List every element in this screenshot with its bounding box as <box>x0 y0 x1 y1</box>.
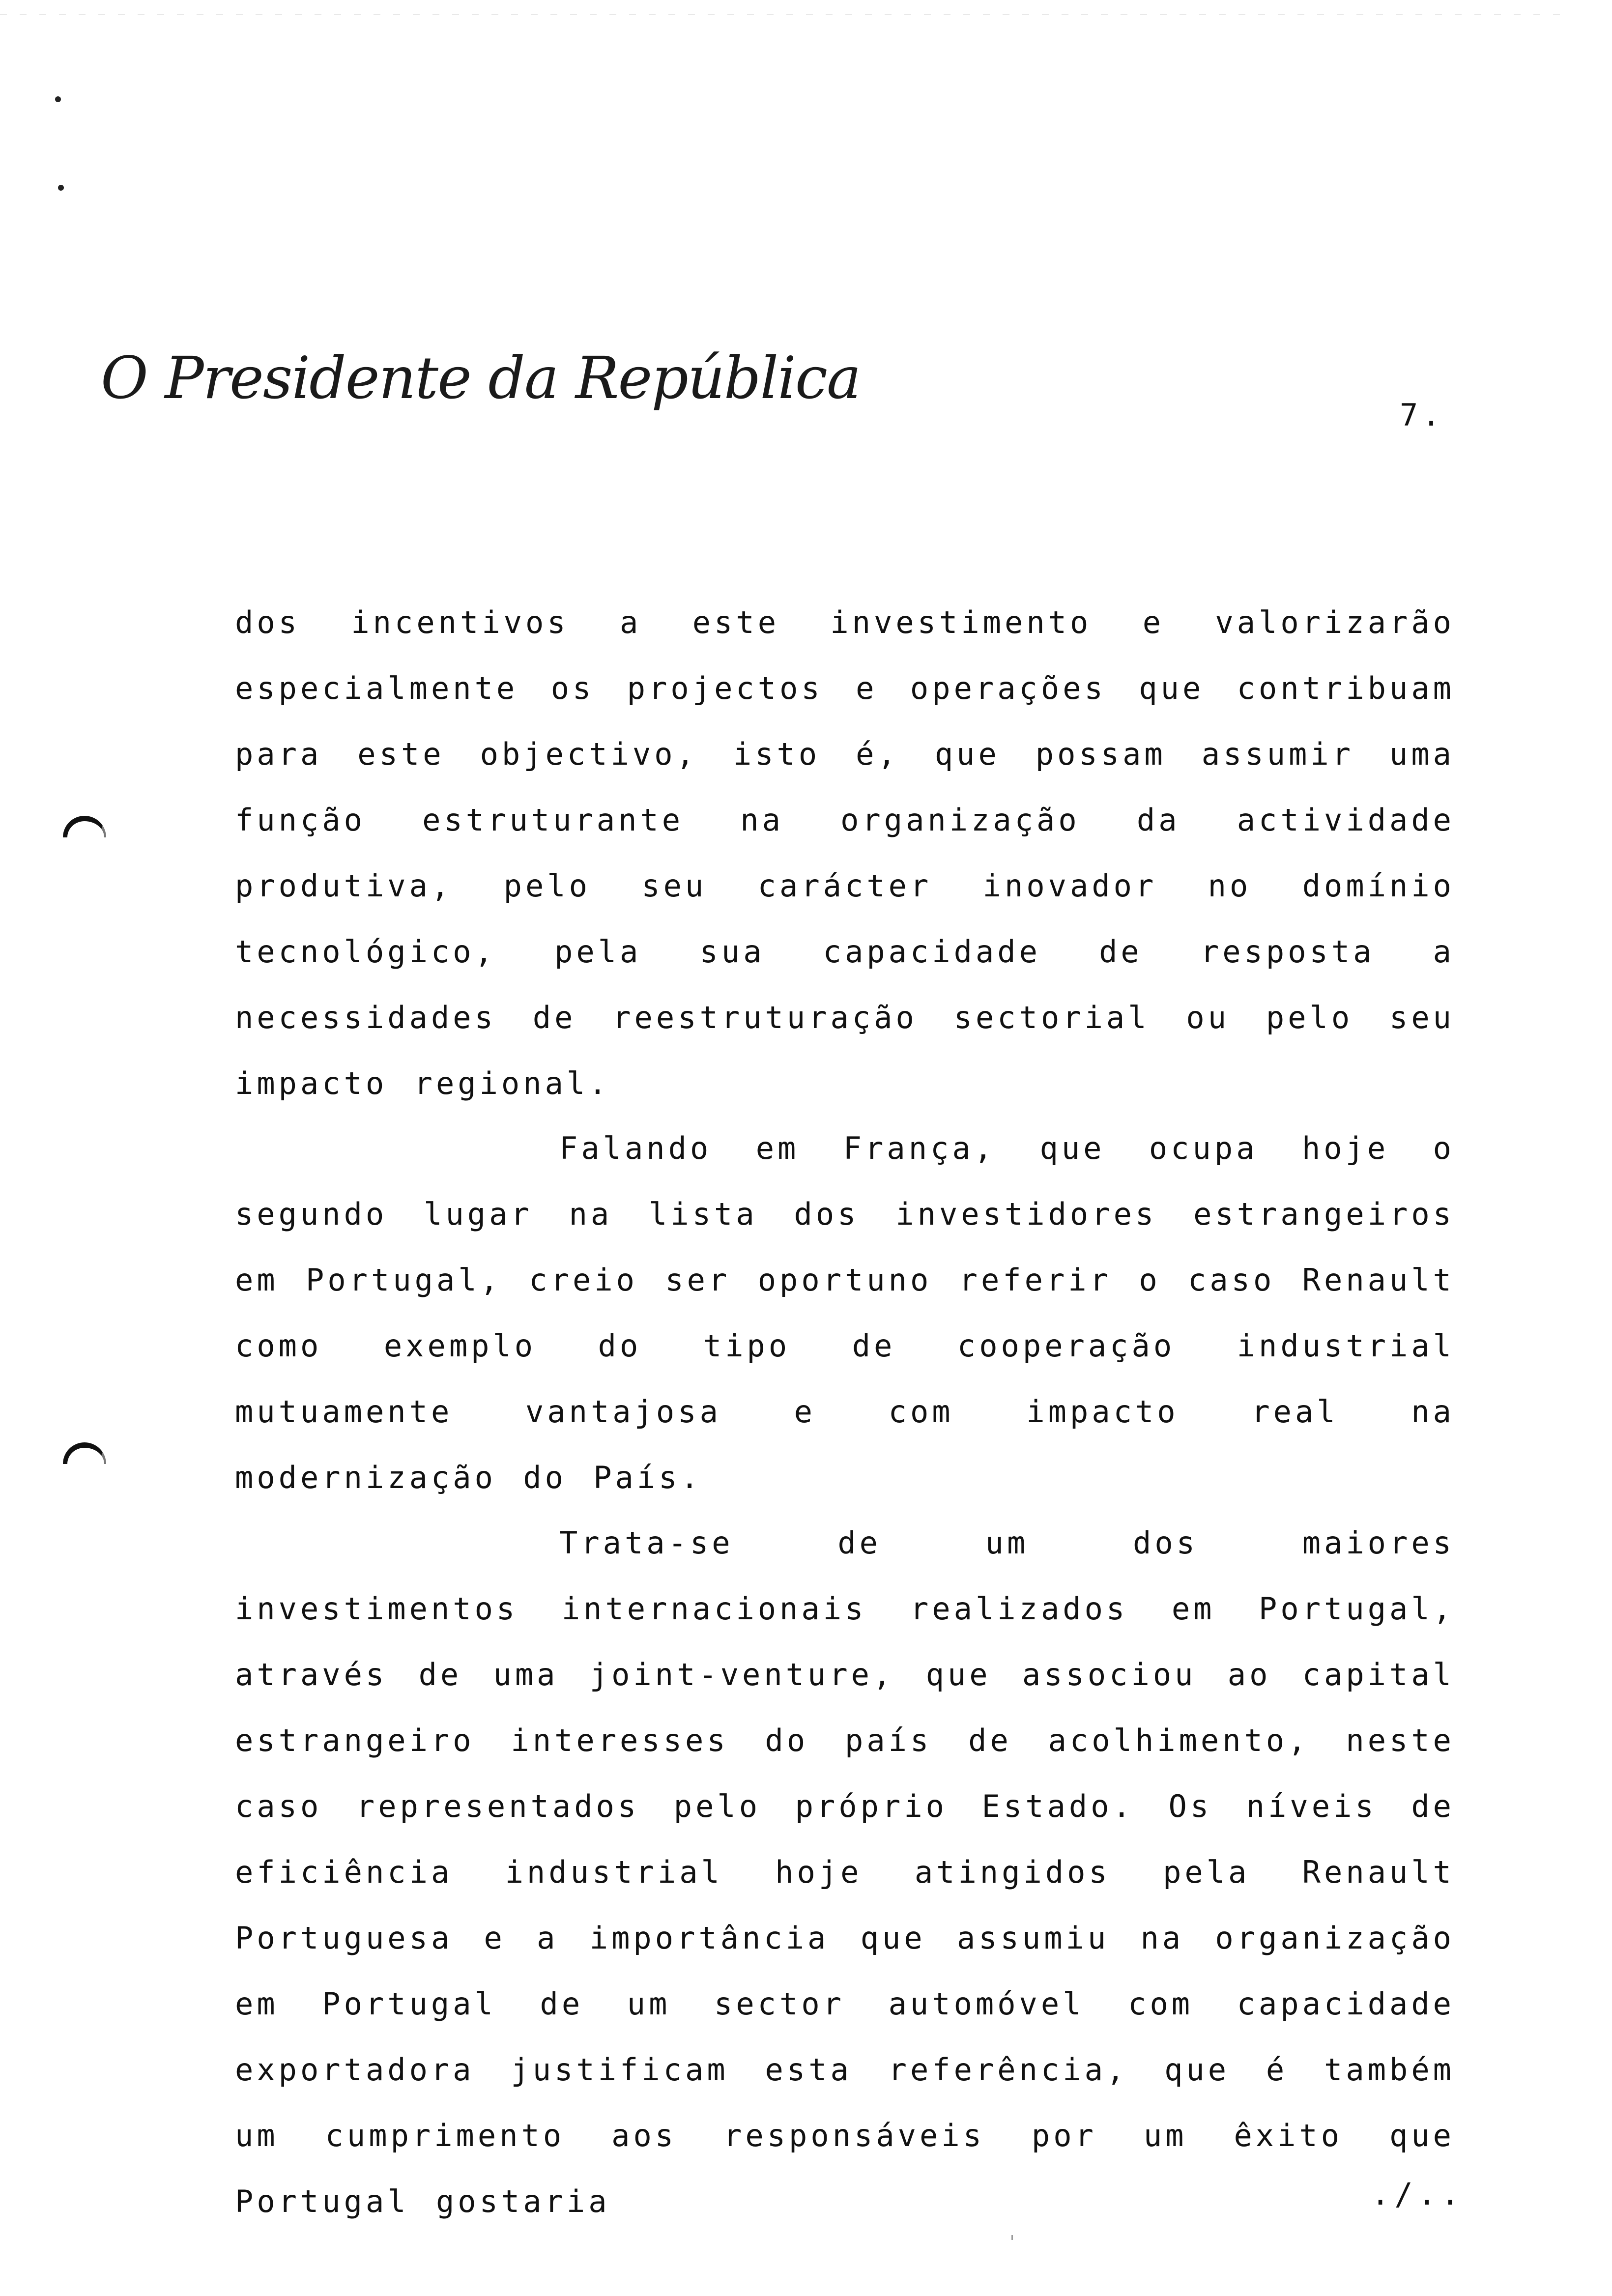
scan-tick-artifact <box>1011 2235 1013 2240</box>
paragraph-text: Trata-se de um dos maiores investimentos internacionais realizados em Portugal, através de uma joint-venture, que associou ao capital estrangeiro interesses do país de acolhimento, neste caso representados pelo próprio Estado. Os níveis de eficiência industrial hoje atingidos pela Renault Portuguesa e a importância que assumiu na organização em Portugal de um sector automóvel com capacidade exportadora justificam esta referência, que é também um cumprimento aos responsáveis por um êxito que Portugal gostaria <box>235 1525 1455 2219</box>
margin-dot <box>58 185 64 191</box>
paragraph-1 <box>235 590 1455 1117</box>
binder-hole-mark <box>63 1442 106 1464</box>
paragraph-2 <box>235 1116 1455 1511</box>
paragraph-3 <box>235 1510 1455 2235</box>
paragraph-text: dos incentivos a este investimento e valorizarão especialmente os projectos e operações que contribuam para este objectivo, isto é, que possam assumir uma função estruturante na organização da actividade produtiva, pelo seu carácter inovador no domínio tecnológico, pela sua capacidade de resposta a necessidades de reestruturação sectorial ou pelo seu impacto regional. <box>235 604 1455 1101</box>
letterhead-title: O Presidente da República <box>101 344 861 412</box>
scan-edge-artifact <box>0 14 1573 15</box>
margin-dot <box>55 96 61 102</box>
continuation-mark: ./.. <box>1371 2176 1465 2212</box>
page-number: 7. <box>1400 397 1444 433</box>
binder-hole-mark <box>63 816 106 837</box>
paragraph-text: Falando em França, que ocupa hoje o segundo lugar na lista dos investidores estrangeiros em Portugal, creio ser oportuno referir o caso Renault como exemplo do tipo de cooperação industrial mutuamente vantajosa e com impacto real na modernização do País. <box>235 1130 1455 1495</box>
